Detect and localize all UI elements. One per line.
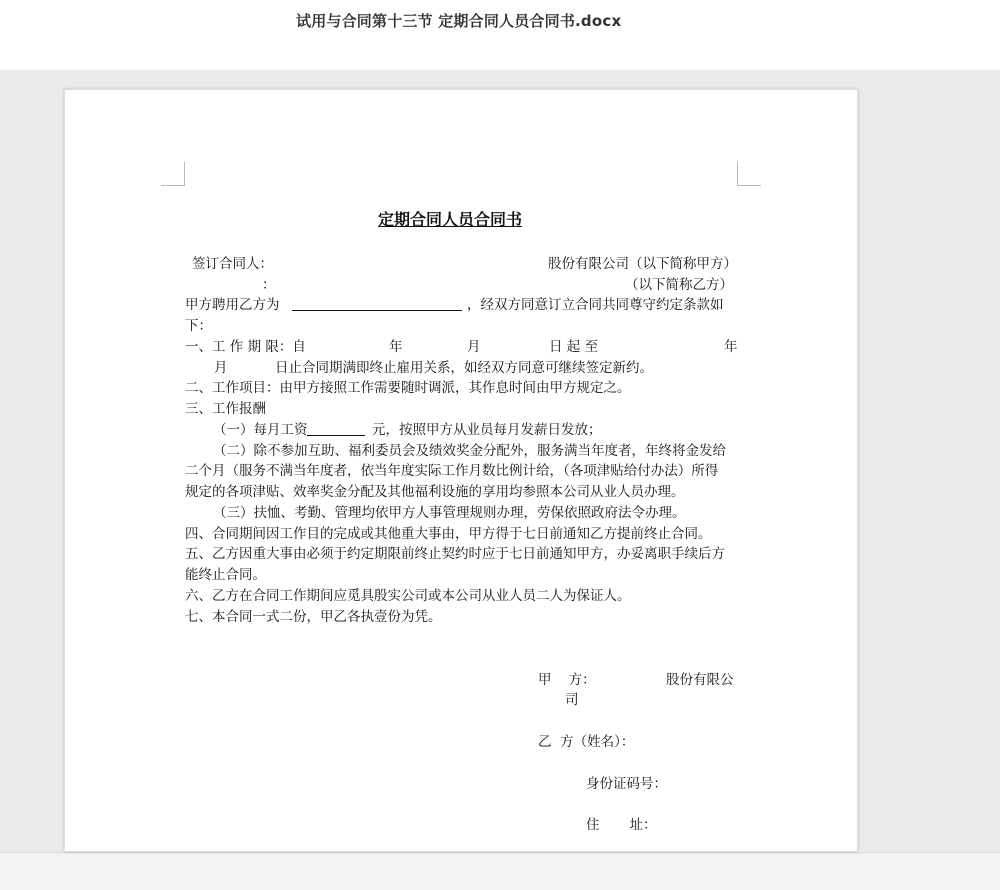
document-title: 试用与合同第十三节 定期合同人员合同书.docx <box>296 12 622 30</box>
salary-blank[interactable] <box>307 425 365 436</box>
document-page[interactable] <box>64 89 858 852</box>
party-b-suffix: （以下简称乙方） <box>625 277 733 293</box>
term-year: 年 <box>389 339 403 355</box>
signature-party-b-label: 乙 方（姓名）： <box>538 734 635 750</box>
hire-prefix: 甲方聘用乙方为 <box>185 297 280 313</box>
margin-corner-top-right <box>737 162 761 186</box>
clause-3-item-2-line-3: 规定的各项津贴、效率奖金分配及其他福利设施的享用均参照本公司从业人员办理。 <box>185 484 685 500</box>
position-blank[interactable] <box>292 300 462 311</box>
term-month: 月 <box>467 339 481 355</box>
hire-suffix: ，经双方同意订立合同共同尊守约定条款如 <box>467 297 724 313</box>
signature-address-label: 住 址： <box>586 817 657 833</box>
signature-id-label: 身份证码号： <box>586 776 667 792</box>
party-a-suffix: 股份有限公司（以下简称甲方） <box>548 256 737 272</box>
term-month-end: 月 <box>214 360 228 376</box>
contract-heading: 定期合同人员合同书 <box>378 210 523 229</box>
clause-3-item-2-line-2: 二个月（服务不满当年度者，依当年度实际工作月数比例计给，（各项津贴给付办法）所得 <box>185 463 719 479</box>
clause-2: 二、工作项目：由甲方接照工作需要随时调派，其作息时间由甲方规定之。 <box>185 380 631 396</box>
term-day-from: 日 起 至 <box>549 339 599 355</box>
party-b-colon: ： <box>262 277 276 293</box>
title-bar <box>0 0 1000 70</box>
clause-5-line-1: 五、乙方因重大事由必须于约定期限前终止契约时应于七日前通知甲方，办妥离职手续后方 <box>185 546 725 562</box>
clause-6: 六、乙方在合同工作期间应觅具殷实公司或本公司从业人员二人为保证人。 <box>185 588 631 604</box>
term-label: 一、工 作 期 限：自 <box>185 339 306 355</box>
signature-party-a-company-cont: 司 <box>565 692 579 708</box>
clause-3-item-2-line-1: （二）除不参加互助、福利委员会及绩效奖金分配外，服务满当年度者，年终将金发给 <box>213 443 726 459</box>
bottom-bar <box>0 852 1000 890</box>
clause-5-line-2: 能终止合同。 <box>185 567 266 583</box>
term-year-end: 年 <box>724 339 738 355</box>
signer-label: 签订合同人： <box>192 256 273 272</box>
clause-7: 七、本合同一式二份，甲乙各执壹份为凭。 <box>185 609 442 625</box>
clause-3-item-1-prefix: （一）每月工资 <box>213 422 308 438</box>
signature-party-a-company: 股份有限公 <box>666 672 734 688</box>
term-end-text: 日止合同期满即终止雇用关系，如经双方同意可继续签定新约。 <box>275 360 653 376</box>
margin-corner-top-left <box>161 162 185 186</box>
hire-cont: 下： <box>185 318 212 334</box>
signature-party-a-label: 甲 方： <box>538 672 596 688</box>
clause-3-item-3: （三）扶恤、考勤、管理均依甲方人事管理规则办理，劳保依照政府法令办理。 <box>213 505 686 521</box>
clause-4: 四、合同期间因工作目的完成或其他重大事由，甲方得于七日前通知乙方提前终止合同。 <box>185 526 712 542</box>
clause-3-item-1-suffix: 元，按照甲方从业员每月发薪日发放； <box>372 422 602 438</box>
clause-3-title: 三、工作报酬 <box>185 401 266 417</box>
